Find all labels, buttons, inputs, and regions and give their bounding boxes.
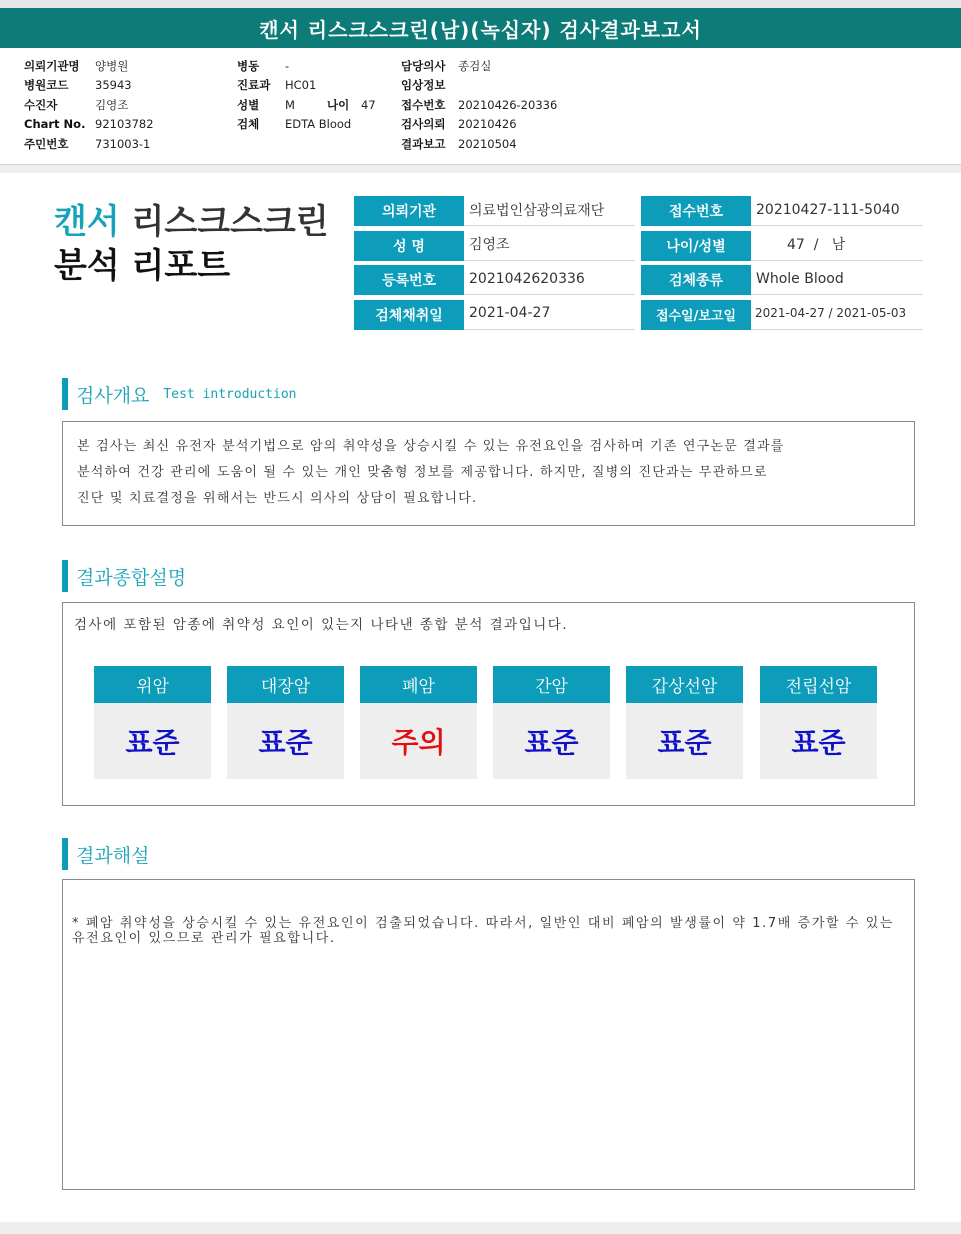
info-value: - bbox=[285, 58, 290, 73]
info-label: 임상정보 bbox=[401, 78, 446, 93]
section-summary-title: 결과종합설명 bbox=[76, 566, 187, 589]
info-value: 35943 bbox=[95, 78, 132, 93]
card-cancer-name: 전립선암 bbox=[760, 666, 877, 703]
info-value: 20210426-20336 bbox=[458, 97, 558, 112]
report-meta-table bbox=[354, 194, 924, 332]
card-status: 주의 bbox=[360, 703, 477, 779]
info-label: 성별 bbox=[237, 97, 260, 112]
info-label: 병원코드 bbox=[24, 78, 69, 93]
info-label: 담당의사 bbox=[401, 58, 446, 73]
report-title-rest: 리스크스크린 bbox=[131, 202, 329, 242]
meta-value: 2021-04-27 / 2021-05-03 bbox=[751, 298, 923, 330]
meta-value: Whole Blood bbox=[751, 263, 923, 295]
meta-label: 나이/성별 bbox=[641, 231, 751, 261]
summary-box bbox=[62, 602, 915, 806]
info-value: 종검실 bbox=[458, 58, 492, 73]
age-label: 나이 bbox=[327, 97, 350, 112]
report-title-line2: 분석 리포트 bbox=[54, 246, 231, 286]
info-value: 731003-1 bbox=[95, 136, 151, 151]
meta-row bbox=[354, 194, 924, 229]
report-title bbox=[54, 200, 329, 288]
meta-label: 성 명 bbox=[354, 231, 464, 261]
intro-line: 진단 및 치료결정을 위해서는 반드시 의사의 상담이 필요합니다. bbox=[77, 491, 478, 506]
result-card bbox=[94, 666, 211, 779]
intro-line: 본 검사는 최신 유전자 분석기법으로 암의 취약성을 상승시킬 수 있는 유전요인을 검사하며 기존 연구논문 결과를 bbox=[77, 439, 785, 454]
info-value: 20210504 bbox=[458, 136, 517, 151]
meta-value: 20210427-111-5040 bbox=[751, 194, 923, 226]
meta-value: 2021-04-27 bbox=[464, 298, 635, 330]
info-label: Chart No. bbox=[24, 117, 86, 132]
result-card bbox=[360, 666, 477, 779]
info-label: 진료과 bbox=[237, 78, 271, 93]
meta-label: 등록번호 bbox=[354, 265, 464, 295]
meta-label: 검체종류 bbox=[641, 265, 751, 295]
meta-value: 의료법인삼광의료재단 bbox=[464, 194, 635, 226]
card-status: 표준 bbox=[626, 703, 743, 779]
info-label: 접수번호 bbox=[401, 97, 446, 112]
section-intro-title: 검사개요 bbox=[76, 384, 150, 407]
info-label: 수진자 bbox=[24, 97, 58, 112]
top-band bbox=[0, 0, 961, 8]
info-value: 20210426 bbox=[458, 117, 517, 132]
intro-line: 분석하여 건강 관리에 도움이 될 수 있는 개인 맞춤형 정보를 제공합니다. 하지만, 질병의 진단과는 무관하므로 bbox=[77, 465, 768, 480]
info-value: 92103782 bbox=[95, 117, 154, 132]
info-column-1 bbox=[24, 56, 154, 154]
result-card bbox=[227, 666, 344, 779]
info-column-3 bbox=[401, 56, 557, 154]
section-interpretation-heading bbox=[62, 838, 149, 870]
info-value: M bbox=[285, 97, 295, 112]
section-summary-heading bbox=[62, 560, 186, 592]
card-status: 표준 bbox=[94, 703, 211, 779]
report-header-title: 캔서 리스크스크린(남)(녹십자) 검사결과보고서 bbox=[0, 8, 961, 48]
section-intro-heading bbox=[62, 378, 296, 410]
meta-row bbox=[354, 263, 924, 298]
meta-value: 47 / 남 bbox=[751, 229, 923, 261]
info-label: 검체 bbox=[237, 117, 260, 132]
result-cards bbox=[94, 666, 877, 779]
meta-label: 접수번호 bbox=[641, 196, 751, 226]
info-label: 검사의뢰 bbox=[401, 117, 446, 132]
info-value: 양병원 bbox=[95, 58, 129, 73]
info-value: EDTA Blood bbox=[285, 117, 352, 132]
section-divider-band bbox=[0, 165, 961, 173]
bottom-band bbox=[0, 1222, 961, 1234]
interpretation-text: * 폐암 취약성을 상승시킬 수 있는 유전요인이 검출되었습니다. 따라서, 일반인 대비 폐암의 발생률이 약 1.7배 증가할 수 있는 유전요인이 있으므로 관리가 필요합니다. bbox=[72, 916, 895, 946]
intro-text bbox=[63, 422, 914, 524]
info-value: 김영조 bbox=[95, 97, 129, 112]
result-card bbox=[626, 666, 743, 779]
card-cancer-name: 갑상선암 bbox=[626, 666, 743, 703]
meta-value: 2021042620336 bbox=[464, 263, 635, 295]
section-interpretation-title: 결과해설 bbox=[76, 844, 150, 867]
card-status: 표준 bbox=[493, 703, 610, 779]
intro-box bbox=[62, 421, 915, 526]
meta-label: 접수일/보고일 bbox=[641, 300, 751, 330]
info-label: 의뢰기관명 bbox=[24, 58, 80, 73]
section-intro-subtitle: Test introduction bbox=[163, 386, 297, 402]
info-label: 주민번호 bbox=[24, 136, 69, 151]
info-column-2 bbox=[237, 56, 376, 134]
info-label: 병동 bbox=[237, 58, 260, 73]
summary-text: 검사에 포함된 암종에 취약성 요인이 있는지 나타낸 종합 분석 결과입니다. bbox=[74, 617, 569, 633]
meta-value: 김영조 bbox=[464, 229, 635, 261]
info-value: HC01 bbox=[285, 78, 317, 93]
age-value: 47 bbox=[361, 97, 376, 112]
card-cancer-name: 폐암 bbox=[360, 666, 477, 703]
meta-label: 의뢰기관 bbox=[354, 196, 464, 226]
result-card bbox=[760, 666, 877, 779]
info-label: 결과보고 bbox=[401, 136, 446, 151]
report-title-accent: 캔서 bbox=[54, 202, 120, 242]
patient-info-block bbox=[0, 48, 961, 165]
meta-label: 검체채취일 bbox=[354, 300, 464, 330]
card-cancer-name: 위암 bbox=[94, 666, 211, 703]
card-cancer-name: 간암 bbox=[493, 666, 610, 703]
card-status: 표준 bbox=[760, 703, 877, 779]
result-card bbox=[493, 666, 610, 779]
card-status: 표준 bbox=[227, 703, 344, 779]
meta-row bbox=[354, 229, 924, 264]
interpretation-box bbox=[62, 879, 915, 1190]
meta-row bbox=[354, 298, 924, 333]
card-cancer-name: 대장암 bbox=[227, 666, 344, 703]
